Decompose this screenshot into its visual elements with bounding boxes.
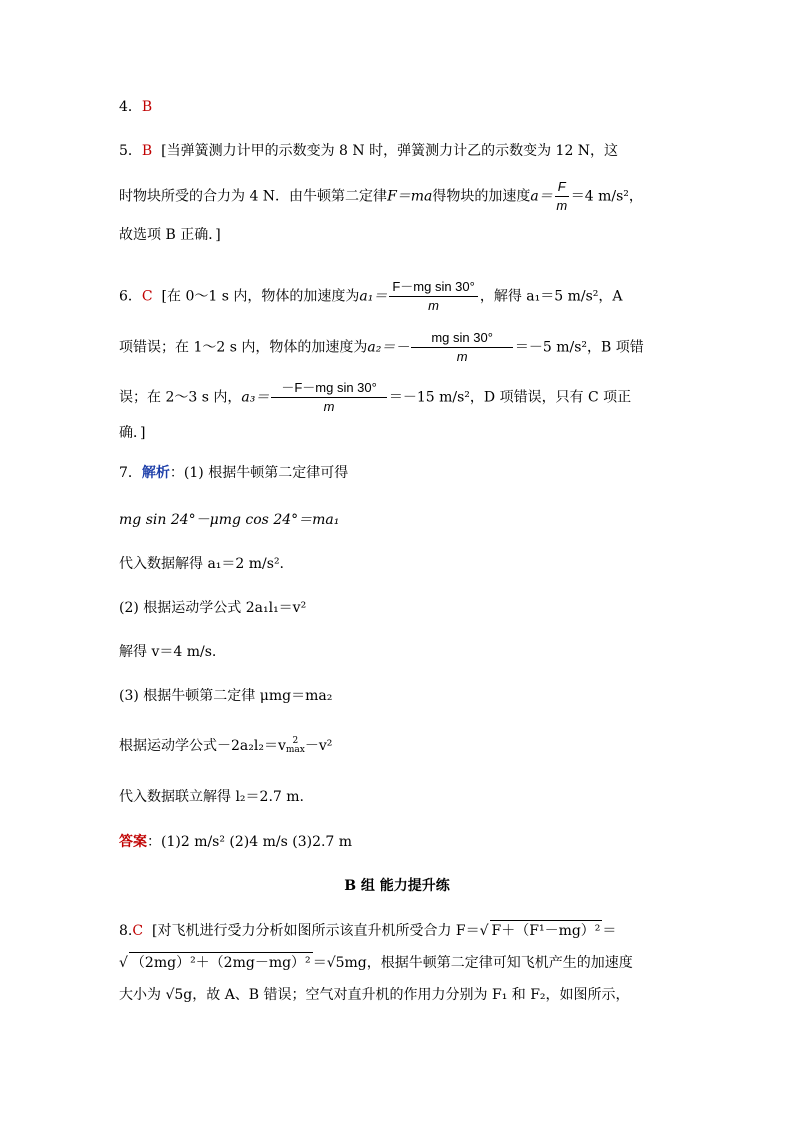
q8-text-1a: [对飞机进行受力分析如图所示该直升机所受合力 F＝ bbox=[151, 923, 480, 939]
q7-line-1 bbox=[119, 463, 348, 483]
q5-line-1 bbox=[119, 141, 618, 161]
q6-answer: C bbox=[141, 288, 153, 305]
q7-line-3 bbox=[119, 554, 284, 574]
section-heading: B 组 能力提升练 bbox=[344, 878, 450, 894]
q5-text-2e: ＝4 m/s²， bbox=[570, 188, 643, 205]
q8-text-2c: √5mg，根据牛顿第二定律可知飞机产生的加速度 bbox=[326, 955, 633, 971]
q7-line-2 bbox=[119, 510, 339, 530]
q6-text-3a: 误；在 2～3 s 内， bbox=[119, 389, 242, 406]
q6-text-2c: ＝－5 m/s²，B 项错 bbox=[514, 339, 644, 356]
q6-fraction-2 bbox=[411, 329, 513, 366]
q8-line-2 bbox=[119, 952, 633, 973]
q6-fraction-3 bbox=[271, 379, 387, 416]
q7-text-5: 解得 v＝4 m/s. bbox=[119, 644, 217, 660]
q7-vmax-sup: 2 bbox=[292, 736, 299, 746]
q7-vmax-sub: max bbox=[285, 745, 305, 755]
q5-text-1: [当弹簧测力计甲的示数变为 8 N 时，弹簧测力计乙的示数变为 12 N，这 bbox=[161, 143, 619, 159]
q8-answer: C bbox=[132, 923, 144, 939]
q8-text-1b: ＝ bbox=[602, 923, 617, 939]
q6-a1-symbol: a₁＝ bbox=[359, 288, 388, 305]
q7-line-8 bbox=[119, 787, 304, 807]
q4-answer: B bbox=[141, 99, 153, 115]
q6-line-1 bbox=[119, 278, 623, 315]
q5-fraction-numerator: F bbox=[555, 178, 569, 197]
q7-text-1: ：(1) 根据牛顿第二定律可得 bbox=[169, 465, 349, 481]
q4-line bbox=[119, 97, 152, 117]
q7-line-5 bbox=[119, 642, 216, 662]
q5-text-2c: 得物块的加速度 bbox=[432, 188, 531, 205]
q7-line-6 bbox=[119, 686, 332, 706]
q6-fraction-3-numerator: －F－mg sin 30° bbox=[271, 379, 387, 398]
q8-number: 8. bbox=[119, 923, 133, 939]
q6-fraction-2-numerator: mg sin 30° bbox=[411, 329, 513, 348]
q7-vmax-scripts bbox=[286, 737, 305, 755]
q8-text-2b: ＝ bbox=[312, 955, 327, 971]
q7-text-8: 代入数据联立解得 l₂＝2.7 m. bbox=[119, 789, 304, 805]
q7-text-3: 代入数据解得 a₁＝2 m/s². bbox=[119, 556, 285, 572]
q5-text-3: 故选项 B 正确．] bbox=[119, 227, 221, 243]
q5-text-2a: 时物块所受的合力为 4 N．由牛顿第二定律 bbox=[119, 188, 388, 205]
q7-text-7a: 根据运动学公式－2a₂l₂＝v bbox=[119, 738, 286, 754]
q7-analysis-label: 解析 bbox=[141, 465, 170, 481]
q6-text-3c: ＝－15 m/s²，D 项错误，只有 C 项正 bbox=[388, 389, 632, 406]
q7-equation-1: mg sin 24°－μmg cos 24°＝ma₁ bbox=[119, 512, 340, 528]
q7-text-4: (2) 根据运动学公式 2a₁l₁＝v² bbox=[119, 600, 307, 616]
q5-fraction bbox=[555, 178, 569, 215]
q8-text-3: 大小为 √5g，故 A、B 错误；空气对直升机的作用力分别为 F₁ 和 F₂，如图所示， bbox=[119, 987, 630, 1003]
q6-fraction-1-numerator: F－mg sin 30° bbox=[389, 278, 478, 297]
q5-fraction-denominator: m bbox=[556, 198, 568, 213]
q6-line-4 bbox=[119, 423, 145, 443]
q8-sqrt-2-sign: √ bbox=[119, 955, 128, 971]
q6-text-2a: 项错误；在 1～2 s 内，物体的加速度为 bbox=[119, 339, 368, 356]
q6-a3-symbol: a₃＝ bbox=[241, 389, 270, 406]
q6-line-3 bbox=[119, 379, 631, 416]
q5-answer: B bbox=[141, 143, 153, 159]
q6-line-2 bbox=[119, 329, 644, 366]
q6-fraction-1 bbox=[389, 278, 478, 315]
q6-text-1a: [在 0～1 s 内，物体的加速度为 bbox=[161, 288, 360, 305]
q6-number: 6． bbox=[119, 288, 142, 305]
q6-text-4: 确．] bbox=[119, 425, 146, 441]
q7-line-4 bbox=[119, 598, 306, 618]
q4-number: 4． bbox=[119, 99, 142, 115]
q6-fraction-3-denominator: m bbox=[323, 399, 335, 414]
q7-answer-label: 答案 bbox=[119, 834, 147, 850]
q7-answer-line bbox=[119, 832, 352, 852]
q7-text-7b: －v² bbox=[304, 738, 333, 754]
q5-formula-newton: F＝ma bbox=[387, 188, 433, 205]
q8-sqrt-1: F＋（F¹－mg）² bbox=[490, 920, 603, 941]
q8-sqrt-2: （2mg）²＋（2mg－mg）² bbox=[129, 952, 313, 973]
q5-line-3 bbox=[119, 225, 221, 245]
q7-answer-text: ：(1)2 m/s² (2)4 m/s (3)2.7 m bbox=[147, 834, 353, 850]
q7-line-7 bbox=[119, 736, 332, 756]
q7-text-6: (3) 根据牛顿第二定律 μmg＝ma₂ bbox=[119, 688, 333, 704]
q6-a2-symbol: a₂＝－ bbox=[367, 339, 410, 356]
q8-sqrt-1-sign: √ bbox=[479, 923, 489, 939]
q6-fraction-2-denominator: m bbox=[456, 349, 468, 364]
q6-text-1c: ，解得 a₁＝5 m/s²，A bbox=[479, 288, 623, 305]
q6-fraction-1-denominator: m bbox=[428, 298, 439, 313]
q5-accel-symbol: a＝ bbox=[530, 188, 553, 205]
q5-number: 5． bbox=[119, 143, 142, 159]
q5-line-2 bbox=[119, 178, 643, 215]
q8-line-3 bbox=[119, 985, 630, 1005]
q8-line-1 bbox=[119, 920, 616, 941]
q7-number: 7． bbox=[119, 465, 142, 481]
